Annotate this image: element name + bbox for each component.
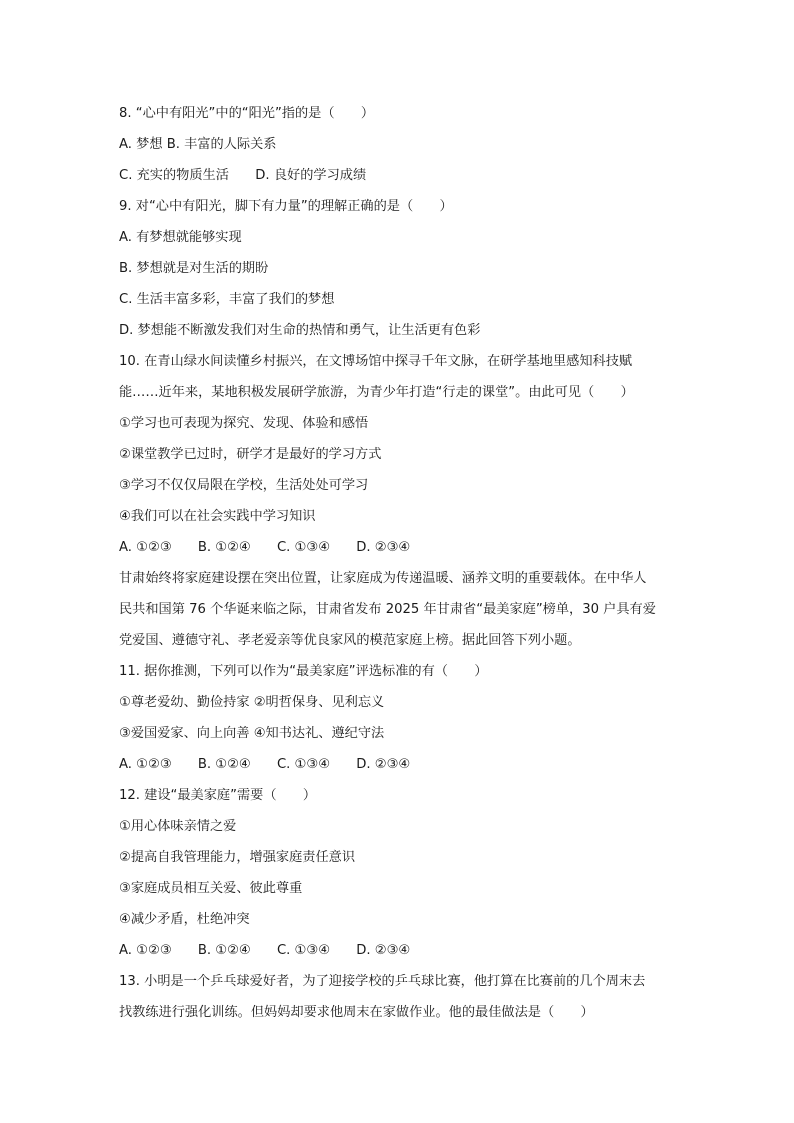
q10-choice-c: C. ①③④ (276, 540, 331, 555)
material-line-1: 甘肃始终将家庭建设摆在突出位置，让家庭成为传递温暖、涵养文明的重要载体。在中华人 (119, 571, 647, 586)
question-content (119, 98, 689, 1028)
q12-choices (119, 935, 689, 966)
q9-option-a: A. 有梦想就能够实现 (119, 230, 242, 245)
q8-options-line-2: C. 充实的物质生活 D. 良好的学习成绩 (119, 168, 367, 183)
q12-item-2: ②提高自我管理能力，增强家庭责任意识 (119, 850, 356, 865)
material-line-2: 民共和国第 76 个华诞来临之际，甘肃省发布 2025 年甘肃省“最美家庭”榜单，30 户具有爱 (119, 602, 656, 617)
q8-stem: 8. “心中有阳光”中的“阳光”指的是（ ） (119, 106, 375, 121)
q12-item-4: ④减少矛盾，杜绝冲突 (119, 912, 250, 927)
q13-stem-line-1: 13. 小明是一个乒乓球爱好者，为了迎接学校的乒乓球比赛，他打算在比赛前的几个周末去 (119, 974, 646, 989)
q11-choices (119, 749, 689, 780)
q11-choice-c: C. ①③④ (276, 757, 331, 772)
q12-item-1: ①用心体味亲情之爱 (119, 819, 237, 834)
q13-stem-line-2: 找教练进行强化训练。但妈妈却要求他周末在家做作业。他的最佳做法是（ ） (119, 1005, 594, 1020)
q10-item-2: ②课堂教学已过时，研学才是最好的学习方式 (119, 447, 382, 462)
q11-items-line-2: ③爱国爱家、向上向善 ④知书达礼、遵纪守法 (119, 726, 385, 741)
q12-choice-c: C. ①③④ (276, 943, 331, 958)
q11-stem: 11. 据你推测，下列可以作为“最美家庭”评选标准的有（ ） (119, 664, 488, 679)
q12-stem: 12. 建设“最美家庭”需要（ ） (119, 788, 317, 803)
q11-items-line-1: ①尊老爱幼、勤俭持家 ②明哲保身、见利忘义 (119, 695, 385, 710)
material-line-3: 党爱国、遵德守礼、孝老爱亲等优良家风的模范家庭上榜。据此回答下列小题。 (119, 633, 581, 648)
q12-choice-a: A. ①②③ (119, 943, 172, 958)
q12-choice-b: B. ①②④ (197, 943, 251, 958)
q10-stem-line-2: 能……近年来，某地积极发展研学旅游，为青少年打造“行走的课堂”。由此可见（ ） (119, 385, 634, 400)
q9-option-c: C. 生活丰富多彩，丰富了我们的梦想 (119, 292, 335, 307)
q9-stem: 9. 对“心中有阳光，脚下有力量”的理解正确的是（ ） (119, 199, 453, 214)
q10-choice-b: B. ①②④ (197, 540, 251, 555)
q11-choice-d: D. ②③④ (356, 757, 411, 772)
q10-choice-d: D. ②③④ (356, 540, 411, 555)
q11-choice-b: B. ①②④ (197, 757, 251, 772)
q10-item-4: ④我们可以在社会实践中学习知识 (119, 509, 316, 524)
q10-item-1: ①学习也可表现为探究、发现、体验和感悟 (119, 416, 369, 431)
q10-stem-line-1: 10. 在青山绿水间读懂乡村振兴，在文博场馆中探寻千年文脉，在研学基地里感知科技赋 (119, 354, 633, 369)
q9-option-d: D. 梦想能不断激发我们对生命的热情和勇气，让生活更有色彩 (119, 323, 481, 338)
q10-item-3: ③学习不仅仅局限在学校，生活处处可学习 (119, 478, 369, 493)
q9-option-b: B. 梦想就是对生活的期盼 (119, 261, 269, 276)
q12-item-3: ③家庭成员相互关爱、彼此尊重 (119, 881, 303, 896)
q10-choices (119, 532, 689, 563)
q12-choice-d: D. ②③④ (356, 943, 411, 958)
q8-options-line-1: A. 梦想 B. 丰富的人际关系 (119, 137, 277, 152)
q11-choice-a: A. ①②③ (119, 757, 172, 772)
q10-choice-a: A. ①②③ (119, 540, 172, 555)
